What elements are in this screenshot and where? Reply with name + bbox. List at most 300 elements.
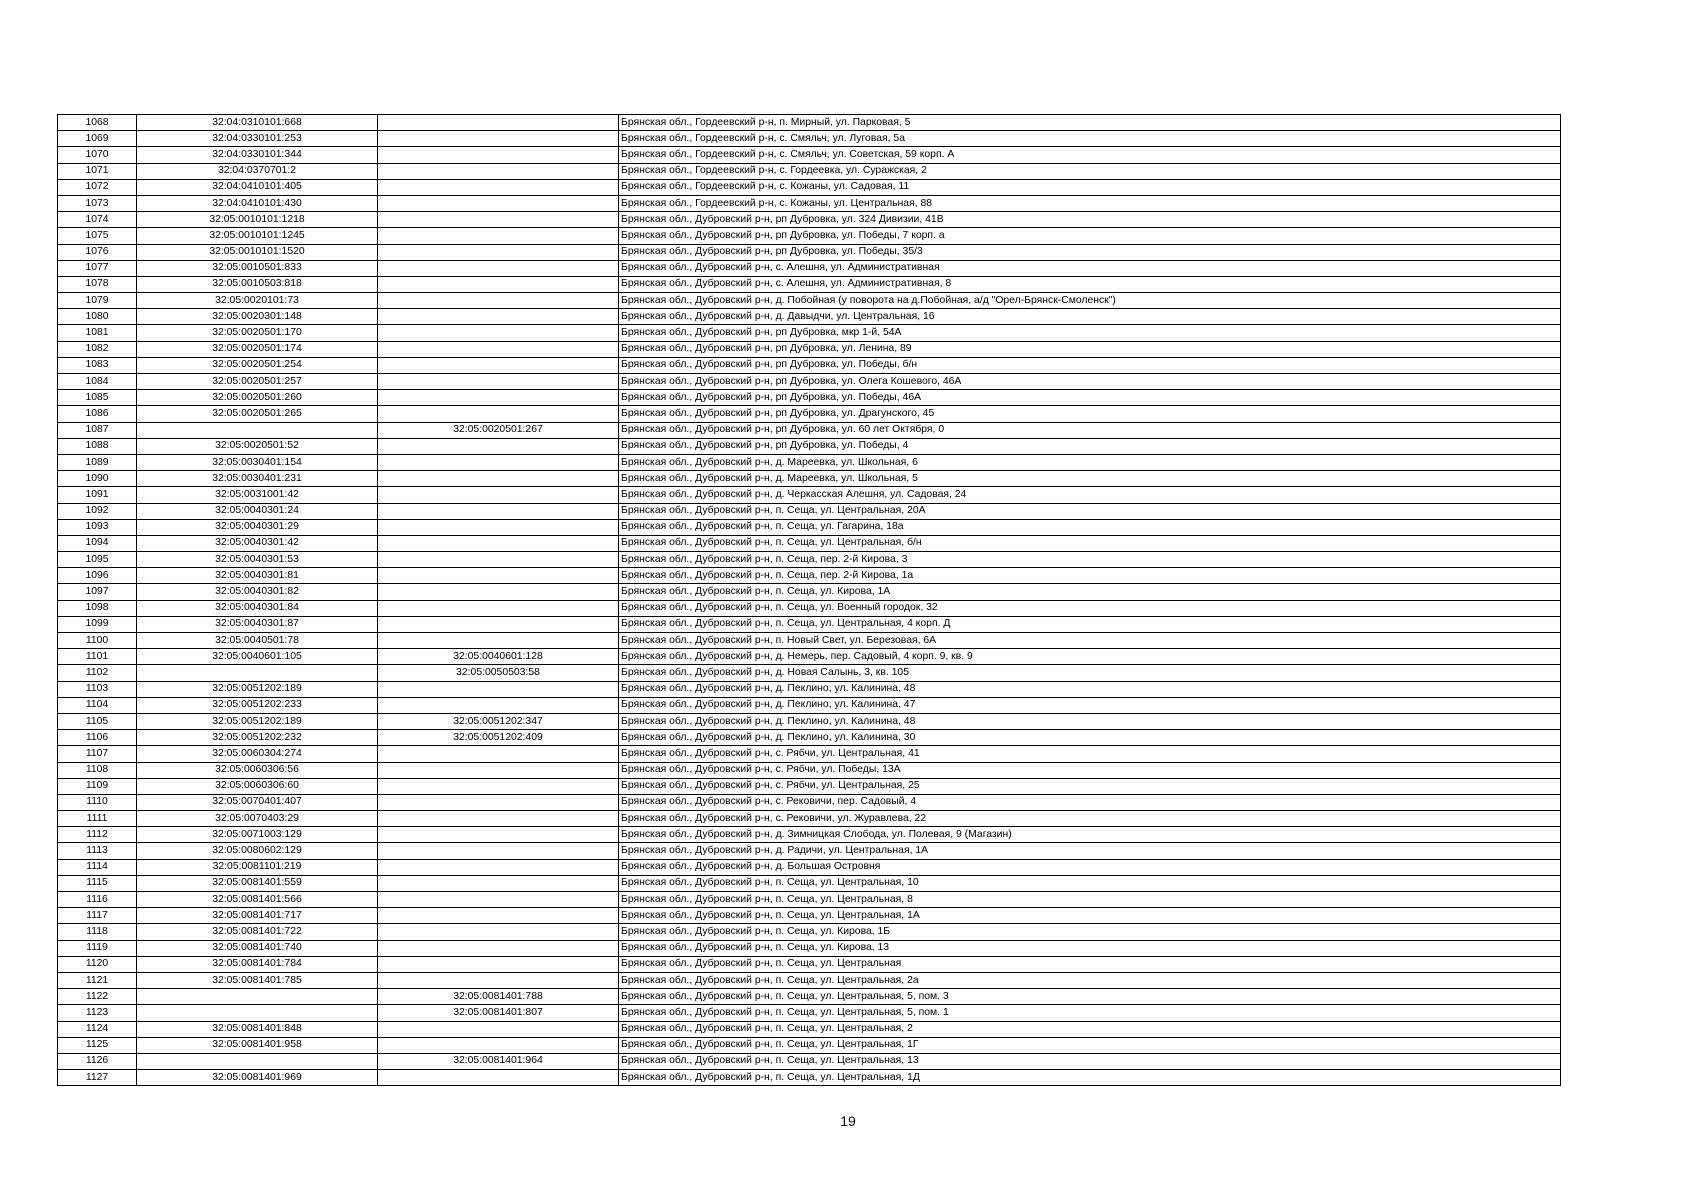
cadastral-number-secondary-cell (378, 471, 619, 487)
row-number-cell: 1127 (58, 1070, 137, 1086)
cadastral-number-secondary-cell (378, 924, 619, 940)
row-number-cell: 1081 (58, 325, 137, 341)
cadastral-number-secondary-cell: 32:05:0040601:128 (378, 649, 619, 665)
cadastral-number-cell: 32:05:0010101:1520 (137, 244, 378, 260)
cadastral-number-secondary-cell (378, 616, 619, 632)
cadastral-number-secondary-cell (378, 487, 619, 503)
row-number-cell: 1120 (58, 956, 137, 972)
table-row (58, 794, 1561, 810)
table-row (58, 131, 1561, 147)
address-cell: Брянская обл., Дубровский р-н, д. Новая Салынь, 3, кв. 105 (619, 665, 1561, 681)
address-cell: Брянская обл., Дубровский р-н, п. Сеща, ул. Кирова, 13 (619, 940, 1561, 956)
cadastral-number-secondary-cell (378, 276, 619, 292)
row-number-cell: 1099 (58, 616, 137, 632)
cadastral-number-secondary-cell (378, 568, 619, 584)
cadastral-number-secondary-cell (378, 115, 619, 131)
address-cell: Брянская обл., Дубровский р-н, п. Сеща, пер. 2-й Кирова, 3 (619, 552, 1561, 568)
address-cell: Брянская обл., Дубровский р-н, п. Сеща, ул. Центральная, б/н (619, 535, 1561, 551)
row-number-cell: 1100 (58, 633, 137, 649)
cadastral-number-secondary-cell (378, 390, 619, 406)
cadastral-number-cell: 32:05:0031001:42 (137, 487, 378, 503)
table-row (58, 681, 1561, 697)
cadastral-number-cell (137, 1053, 378, 1069)
address-cell: Брянская обл., Дубровский р-н, с. Рябчи, ул. Победы, 13А (619, 762, 1561, 778)
table-row (58, 487, 1561, 503)
cadastral-number-secondary-cell: 32:05:0081401:788 (378, 989, 619, 1005)
table-row (58, 276, 1561, 292)
cadastral-number-secondary-cell (378, 697, 619, 713)
table-row (58, 778, 1561, 794)
cadastral-number-secondary-cell (378, 956, 619, 972)
table-row (58, 519, 1561, 535)
cadastral-number-secondary-cell (378, 212, 619, 228)
cadastral-number-cell: 32:05:0040301:29 (137, 519, 378, 535)
row-number-cell: 1108 (58, 762, 137, 778)
table-row (58, 195, 1561, 211)
cadastral-number-secondary-cell: 32:05:0081401:807 (378, 1005, 619, 1021)
cadastral-number-secondary-cell (378, 940, 619, 956)
cadastral-number-cell: 32:05:0081401:722 (137, 924, 378, 940)
cadastral-number-cell: 32:05:0010501:833 (137, 260, 378, 276)
address-cell: Брянская обл., Дубровский р-н, рп Дубровка, ул. Победы, 46А (619, 390, 1561, 406)
table-row (58, 244, 1561, 260)
row-number-cell: 1083 (58, 357, 137, 373)
cadastral-number-secondary-cell (378, 600, 619, 616)
registry-table (57, 114, 1561, 1086)
cadastral-number-secondary-cell (378, 179, 619, 195)
table-row (58, 649, 1561, 665)
cadastral-number-cell: 32:05:0020501:265 (137, 406, 378, 422)
address-cell: Брянская обл., Дубровский р-н, д. Пеклино, ул. Калинина, 30 (619, 730, 1561, 746)
row-number-cell: 1091 (58, 487, 137, 503)
address-cell: Брянская обл., Дубровский р-н, с. Рябчи, ул. Центральная, 25 (619, 778, 1561, 794)
address-cell: Брянская обл., Дубровский р-н, п. Сеща, ул. Центральная, 2а (619, 972, 1561, 988)
cadastral-number-cell: 32:05:0020501:254 (137, 357, 378, 373)
table-row (58, 633, 1561, 649)
row-number-cell: 1095 (58, 552, 137, 568)
cadastral-number-cell (137, 1005, 378, 1021)
cadastral-number-cell: 32:05:0081401:848 (137, 1021, 378, 1037)
table-row (58, 147, 1561, 163)
address-cell: Брянская обл., Дубровский р-н, рп Дубровка, ул. Победы, б/н (619, 357, 1561, 373)
table-row (58, 422, 1561, 438)
table-row (58, 972, 1561, 988)
row-number-cell: 1075 (58, 228, 137, 244)
row-number-cell: 1114 (58, 859, 137, 875)
cadastral-number-secondary-cell (378, 1021, 619, 1037)
address-cell: Брянская обл., Дубровский р-н, рп Дубровка, ул. Олега Кошевого, 46А (619, 374, 1561, 390)
cadastral-number-cell: 32:04:0410101:430 (137, 195, 378, 211)
table-row (58, 438, 1561, 454)
table-row (58, 1005, 1561, 1021)
address-cell: Брянская обл., Дубровский р-н, рп Дубровка, мкр 1-й, 54А (619, 325, 1561, 341)
table-row (58, 179, 1561, 195)
cadastral-number-cell: 32:04:0410101:405 (137, 179, 378, 195)
row-number-cell: 1102 (58, 665, 137, 681)
page-number: 19 (840, 1113, 856, 1129)
cadastral-number-secondary-cell (378, 341, 619, 357)
row-number-cell: 1077 (58, 260, 137, 276)
cadastral-number-secondary-cell (378, 131, 619, 147)
row-number-cell: 1087 (58, 422, 137, 438)
row-number-cell: 1107 (58, 746, 137, 762)
cadastral-number-cell: 32:05:0010101:1218 (137, 212, 378, 228)
table-row (58, 309, 1561, 325)
cadastral-number-secondary-cell (378, 681, 619, 697)
cadastral-number-cell (137, 989, 378, 1005)
row-number-cell: 1096 (58, 568, 137, 584)
address-cell: Брянская обл., Дубровский р-н, п. Сеща, ул. Центральная, 5, пом. 1 (619, 1005, 1561, 1021)
cadastral-number-secondary-cell (378, 147, 619, 163)
cadastral-number-secondary-cell (378, 406, 619, 422)
address-cell: Брянская обл., Гордеевский р-н, с. Смяльч, ул. Советская, 59 корп. А (619, 147, 1561, 163)
cadastral-number-cell: 32:05:0040601:105 (137, 649, 378, 665)
row-number-cell: 1070 (58, 147, 137, 163)
cadastral-number-secondary-cell (378, 163, 619, 179)
cadastral-number-cell: 32:04:0330101:344 (137, 147, 378, 163)
row-number-cell: 1118 (58, 924, 137, 940)
row-number-cell: 1085 (58, 390, 137, 406)
address-cell: Брянская обл., Дубровский р-н, п. Сеща, ул. Центральная (619, 956, 1561, 972)
address-cell: Брянская обл., Дубровский р-н, п. Сеща, ул. Центральная, 2 (619, 1021, 1561, 1037)
cadastral-number-cell: 32:05:0020501:257 (137, 374, 378, 390)
address-cell: Брянская обл., Дубровский р-н, п. Сеща, ул. Центральная, 1Г (619, 1037, 1561, 1053)
address-cell: Брянская обл., Дубровский р-н, п. Сеща, ул. Кирова, 1Б (619, 924, 1561, 940)
cadastral-number-secondary-cell: 32:05:0020501:267 (378, 422, 619, 438)
cadastral-number-cell: 32:05:0030401:154 (137, 454, 378, 470)
cadastral-number-secondary-cell (378, 908, 619, 924)
cadastral-number-cell: 32:05:0040301:24 (137, 503, 378, 519)
row-number-cell: 1073 (58, 195, 137, 211)
table-row (58, 600, 1561, 616)
row-number-cell: 1071 (58, 163, 137, 179)
address-cell: Брянская обл., Дубровский р-н, с. Алешня, ул. Административная, 8 (619, 276, 1561, 292)
table-row (58, 212, 1561, 228)
address-cell: Брянская обл., Дубровский р-н, п. Сеща, ул. Центральная, 1Д (619, 1070, 1561, 1086)
row-number-cell: 1079 (58, 293, 137, 309)
table-row (58, 827, 1561, 843)
row-number-cell: 1109 (58, 778, 137, 794)
cadastral-number-cell: 32:05:0020501:170 (137, 325, 378, 341)
cadastral-number-secondary-cell (378, 535, 619, 551)
cadastral-number-cell: 32:05:0070403:29 (137, 811, 378, 827)
table-row (58, 293, 1561, 309)
table-row (58, 811, 1561, 827)
address-cell: Брянская обл., Дубровский р-н, д. Пеклино, ул. Калинина, 48 (619, 681, 1561, 697)
cadastral-number-secondary-cell (378, 843, 619, 859)
address-cell: Брянская обл., Дубровский р-н, рп Дубровка, ул. Победы, 35/3 (619, 244, 1561, 260)
address-cell: Брянская обл., Дубровский р-н, с. Алешня, ул. Административная (619, 260, 1561, 276)
table-row (58, 568, 1561, 584)
row-number-cell: 1126 (58, 1053, 137, 1069)
cadastral-number-cell: 32:05:0020301:148 (137, 309, 378, 325)
row-number-cell: 1119 (58, 940, 137, 956)
cadastral-number-cell: 32:05:0080602:129 (137, 843, 378, 859)
row-number-cell: 1104 (58, 697, 137, 713)
cadastral-number-secondary-cell (378, 875, 619, 891)
cadastral-number-secondary-cell (378, 357, 619, 373)
cadastral-number-secondary-cell (378, 293, 619, 309)
address-cell: Брянская обл., Дубровский р-н, рп Дубровка, ул. Ленина, 89 (619, 341, 1561, 357)
address-cell: Брянская обл., Дубровский р-н, п. Сеща, ул. Центральная, 8 (619, 892, 1561, 908)
address-cell: Брянская обл., Гордеевский р-н, с. Кожаны, ул. Центральная, 88 (619, 195, 1561, 211)
table-row (58, 535, 1561, 551)
address-cell: Брянская обл., Дубровский р-н, д. Немерь, пер. Садовый, 4 корп. 9, кв. 9 (619, 649, 1561, 665)
cadastral-number-cell: 32:05:0010503:818 (137, 276, 378, 292)
address-cell: Брянская обл., Дубровский р-н, рп Дубровка, ул. 60 лет Октября, 0 (619, 422, 1561, 438)
row-number-cell: 1094 (58, 535, 137, 551)
row-number-cell: 1115 (58, 875, 137, 891)
row-number-cell: 1086 (58, 406, 137, 422)
table-row (58, 940, 1561, 956)
cadastral-number-cell: 32:05:0060306:56 (137, 762, 378, 778)
cadastral-number-cell: 32:05:0040301:82 (137, 584, 378, 600)
table-row (58, 843, 1561, 859)
cadastral-number-secondary-cell: 32:05:0051202:347 (378, 713, 619, 729)
table-row (58, 163, 1561, 179)
cadastral-number-cell: 32:05:0081401:969 (137, 1070, 378, 1086)
table-row (58, 1021, 1561, 1037)
row-number-cell: 1080 (58, 309, 137, 325)
row-number-cell: 1112 (58, 827, 137, 843)
row-number-cell: 1072 (58, 179, 137, 195)
cadastral-number-secondary-cell (378, 552, 619, 568)
cadastral-number-cell: 32:05:0040301:81 (137, 568, 378, 584)
address-cell: Брянская обл., Дубровский р-н, п. Сеща, ул. Гагарина, 18а (619, 519, 1561, 535)
table-row (58, 859, 1561, 875)
cadastral-number-secondary-cell (378, 859, 619, 875)
cadastral-number-cell: 32:05:0040301:87 (137, 616, 378, 632)
table-row (58, 1053, 1561, 1069)
cadastral-number-cell: 32:05:0040301:84 (137, 600, 378, 616)
row-number-cell: 1105 (58, 713, 137, 729)
row-number-cell: 1090 (58, 471, 137, 487)
cadastral-number-secondary-cell (378, 1037, 619, 1053)
cadastral-number-secondary-cell (378, 309, 619, 325)
cadastral-number-secondary-cell: 32:05:0081401:964 (378, 1053, 619, 1069)
cadastral-number-secondary-cell (378, 746, 619, 762)
table-row (58, 325, 1561, 341)
cadastral-number-secondary-cell (378, 374, 619, 390)
address-cell: Брянская обл., Дубровский р-н, д. Черкасская Алешня, ул. Садовая, 24 (619, 487, 1561, 503)
address-cell: Брянская обл., Дубровский р-н, п. Сеща, ул. Центральная, 1А (619, 908, 1561, 924)
cadastral-number-cell: 32:04:0310101:668 (137, 115, 378, 131)
table-row (58, 875, 1561, 891)
cadastral-number-cell: 32:05:0081401:559 (137, 875, 378, 891)
cadastral-number-secondary-cell (378, 244, 619, 260)
cadastral-number-cell: 32:05:0020501:174 (137, 341, 378, 357)
table-row (58, 341, 1561, 357)
cadastral-number-secondary-cell (378, 1070, 619, 1086)
address-cell: Брянская обл., Дубровский р-н, с. Рековичи, пер. Садовый, 4 (619, 794, 1561, 810)
cadastral-number-secondary-cell (378, 454, 619, 470)
address-cell: Брянская обл., Дубровский р-н, д. Мареевка, ул. Школьная, 6 (619, 454, 1561, 470)
table-row (58, 115, 1561, 131)
row-number-cell: 1111 (58, 811, 137, 827)
cadastral-number-secondary-cell (378, 633, 619, 649)
row-number-cell: 1084 (58, 374, 137, 390)
row-number-cell: 1101 (58, 649, 137, 665)
cadastral-number-cell: 32:05:0051202:233 (137, 697, 378, 713)
row-number-cell: 1074 (58, 212, 137, 228)
cadastral-number-cell: 32:05:0070401:407 (137, 794, 378, 810)
table-row (58, 892, 1561, 908)
address-cell: Брянская обл., Дубровский р-н, п. Сеща, ул. Центральная, 4 корп. Д (619, 616, 1561, 632)
row-number-cell: 1123 (58, 1005, 137, 1021)
address-cell: Брянская обл., Дубровский р-н, с. Рябчи, ул. Центральная, 41 (619, 746, 1561, 762)
address-cell: Брянская обл., Дубровский р-н, д. Давыдчи, ул. Центральная, 16 (619, 309, 1561, 325)
address-cell: Брянская обл., Дубровский р-н, д. Радичи, ул. Центральная, 1А (619, 843, 1561, 859)
cadastral-number-secondary-cell (378, 892, 619, 908)
row-number-cell: 1082 (58, 341, 137, 357)
cadastral-number-cell (137, 422, 378, 438)
cadastral-number-secondary-cell (378, 519, 619, 535)
cadastral-number-cell: 32:04:0370701:2 (137, 163, 378, 179)
address-cell: Брянская обл., Дубровский р-н, д. Большая Островня (619, 859, 1561, 875)
cadastral-number-secondary-cell (378, 972, 619, 988)
table-row (58, 228, 1561, 244)
row-number-cell: 1103 (58, 681, 137, 697)
table-row (58, 454, 1561, 470)
cadastral-number-cell: 32:05:0081401:566 (137, 892, 378, 908)
cadastral-number-secondary-cell: 32:05:0050503:58 (378, 665, 619, 681)
row-number-cell: 1068 (58, 115, 137, 131)
cadastral-number-cell: 32:04:0330101:253 (137, 131, 378, 147)
row-number-cell: 1069 (58, 131, 137, 147)
table-row (58, 730, 1561, 746)
cadastral-number-secondary-cell (378, 260, 619, 276)
cadastral-number-secondary-cell (378, 827, 619, 843)
address-cell: Брянская обл., Дубровский р-н, рп Дубровка, ул. 324 Дивизии, 41В (619, 212, 1561, 228)
row-number-cell: 1076 (58, 244, 137, 260)
address-cell: Брянская обл., Дубровский р-н, рп Дубровка, ул. Победы, 4 (619, 438, 1561, 454)
address-cell: Брянская обл., Дубровский р-н, д. Зимницкая Слобода, ул. Полевая, 9 (Магазин) (619, 827, 1561, 843)
cadastral-number-secondary-cell (378, 794, 619, 810)
cadastral-number-cell: 32:05:0051202:189 (137, 713, 378, 729)
row-number-cell: 1124 (58, 1021, 137, 1037)
table-row (58, 1037, 1561, 1053)
cadastral-number-secondary-cell (378, 228, 619, 244)
table-row (58, 260, 1561, 276)
table-row (58, 584, 1561, 600)
cadastral-number-cell: 32:05:0051202:189 (137, 681, 378, 697)
address-cell: Брянская обл., Дубровский р-н, п. Сеща, ул. Кирова, 1А (619, 584, 1561, 600)
address-cell: Брянская обл., Дубровский р-н, п. Сеща, ул. Центральная, 10 (619, 875, 1561, 891)
address-cell: Брянская обл., Дубровский р-н, д. Побойная (у поворота на д.Побойная, а/д "Орел-Брянск-Смоленск") (619, 293, 1561, 309)
row-number-cell: 1113 (58, 843, 137, 859)
table-row (58, 357, 1561, 373)
row-number-cell: 1125 (58, 1037, 137, 1053)
table-row (58, 989, 1561, 1005)
row-number-cell: 1097 (58, 584, 137, 600)
table-row (58, 924, 1561, 940)
cadastral-number-secondary-cell (378, 195, 619, 211)
cadastral-number-cell: 32:05:0060304:274 (137, 746, 378, 762)
address-cell: Брянская обл., Дубровский р-н, п. Сеща, ул. Центральная, 13 (619, 1053, 1561, 1069)
address-cell: Брянская обл., Гордеевский р-н, п. Мирный, ул. Парковая, 5 (619, 115, 1561, 131)
table-row (58, 713, 1561, 729)
cadastral-number-cell: 32:05:0040301:42 (137, 535, 378, 551)
address-cell: Брянская обл., Дубровский р-н, п. Сеща, ул. Центральная, 20А (619, 503, 1561, 519)
cadastral-number-secondary-cell (378, 325, 619, 341)
address-cell: Брянская обл., Гордеевский р-н, с. Смяльч, ул. Луговая, 5а (619, 131, 1561, 147)
cadastral-number-secondary-cell: 32:05:0051202:409 (378, 730, 619, 746)
address-cell: Брянская обл., Дубровский р-н, п. Сеща, ул. Военный городок, 32 (619, 600, 1561, 616)
table-row (58, 746, 1561, 762)
cadastral-number-cell: 32:05:0010101:1245 (137, 228, 378, 244)
table-row (58, 665, 1561, 681)
cadastral-number-secondary-cell (378, 762, 619, 778)
cadastral-number-secondary-cell (378, 778, 619, 794)
address-cell: Брянская обл., Дубровский р-н, рп Дубровка, ул. Драгунского, 45 (619, 406, 1561, 422)
address-cell: Брянская обл., Дубровский р-н, д. Пеклино, ул. Калинина, 48 (619, 713, 1561, 729)
cadastral-number-cell: 32:05:0081401:740 (137, 940, 378, 956)
cadastral-number-cell: 32:05:0020501:52 (137, 438, 378, 454)
address-cell: Брянская обл., Дубровский р-н, с. Рековичи, ул. Журавлева, 22 (619, 811, 1561, 827)
cadastral-number-cell: 32:05:0020101:73 (137, 293, 378, 309)
row-number-cell: 1078 (58, 276, 137, 292)
row-number-cell: 1089 (58, 454, 137, 470)
table-row (58, 956, 1561, 972)
cadastral-number-cell: 32:05:0081401:785 (137, 972, 378, 988)
cadastral-number-cell: 32:05:0081401:958 (137, 1037, 378, 1053)
address-cell: Брянская обл., Дубровский р-н, п. Сеща, ул. Центральная, 5, пом. 3 (619, 989, 1561, 1005)
table-row (58, 616, 1561, 632)
table-row (58, 697, 1561, 713)
row-number-cell: 1122 (58, 989, 137, 1005)
cadastral-number-cell: 32:05:0040501:78 (137, 633, 378, 649)
cadastral-number-cell: 32:05:0081401:717 (137, 908, 378, 924)
cadastral-number-secondary-cell (378, 503, 619, 519)
table-row (58, 762, 1561, 778)
row-number-cell: 1088 (58, 438, 137, 454)
cadastral-number-cell: 32:05:0020501:260 (137, 390, 378, 406)
table-row (58, 471, 1561, 487)
table-row (58, 374, 1561, 390)
row-number-cell: 1106 (58, 730, 137, 746)
cadastral-number-secondary-cell (378, 811, 619, 827)
row-number-cell: 1092 (58, 503, 137, 519)
address-cell: Брянская обл., Дубровский р-н, п. Новый Свет, ул. Березовая, 6А (619, 633, 1561, 649)
cadastral-number-cell: 32:05:0081101:219 (137, 859, 378, 875)
cadastral-number-cell: 32:05:0060306:60 (137, 778, 378, 794)
cadastral-number-secondary-cell (378, 584, 619, 600)
row-number-cell: 1110 (58, 794, 137, 810)
cadastral-number-cell: 32:05:0081401:784 (137, 956, 378, 972)
row-number-cell: 1121 (58, 972, 137, 988)
cadastral-number-cell: 32:05:0030401:231 (137, 471, 378, 487)
table-row (58, 552, 1561, 568)
row-number-cell: 1116 (58, 892, 137, 908)
cadastral-number-cell (137, 665, 378, 681)
table-row (58, 406, 1561, 422)
row-number-cell: 1098 (58, 600, 137, 616)
table-row (58, 390, 1561, 406)
address-cell: Брянская обл., Дубровский р-н, д. Пеклино, ул. Калинина, 47 (619, 697, 1561, 713)
registry-table-body (58, 115, 1561, 1086)
table-row (58, 503, 1561, 519)
row-number-cell: 1093 (58, 519, 137, 535)
table-row (58, 1070, 1561, 1086)
cadastral-number-secondary-cell (378, 438, 619, 454)
cadastral-number-cell: 32:05:0040301:53 (137, 552, 378, 568)
table-row (58, 908, 1561, 924)
address-cell: Брянская обл., Гордеевский р-н, с. Гордеевка, ул. Суражская, 2 (619, 163, 1561, 179)
cadastral-number-cell: 32:05:0051202:232 (137, 730, 378, 746)
address-cell: Брянская обл., Дубровский р-н, д. Мареевка, ул. Школьная, 5 (619, 471, 1561, 487)
address-cell: Брянская обл., Гордеевский р-н, с. Кожаны, ул. Садовая, 11 (619, 179, 1561, 195)
row-number-cell: 1117 (58, 908, 137, 924)
